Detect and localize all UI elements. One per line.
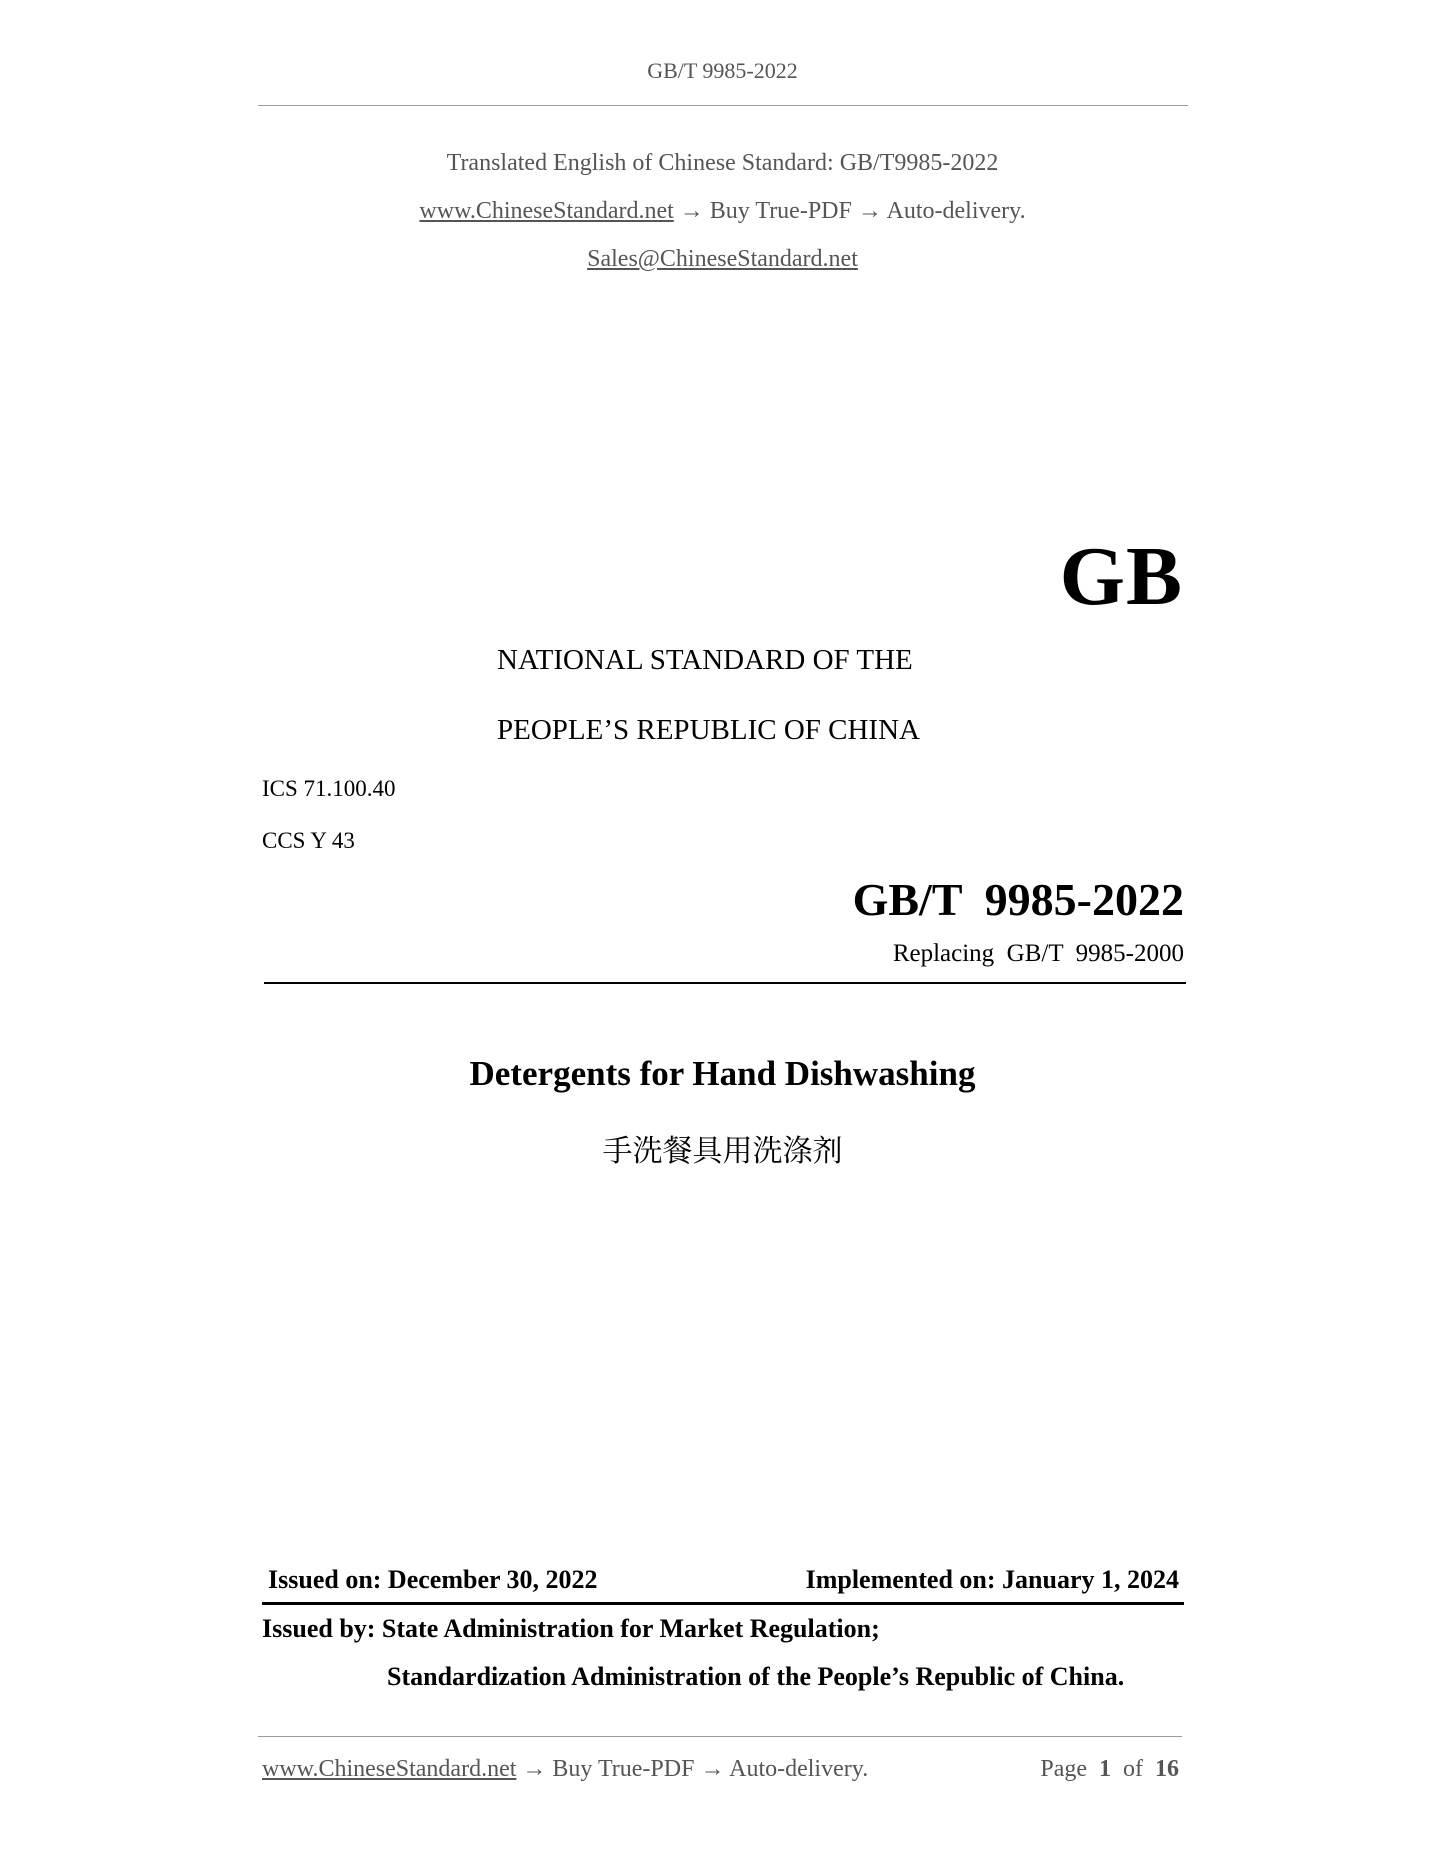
footer-buy-line (262, 1756, 868, 1783)
issued-on-date: Issued on: December 30, 2022 (268, 1565, 598, 1594)
issued-by-line2: Standardization Administration of the People’s Republic of China. (387, 1662, 1125, 1691)
promo-title: Translated English of Chinese Standard: GB/T9985-2022 (446, 150, 999, 176)
gb-mark: GB (1059, 530, 1183, 623)
email-link[interactable]: Sales@ChineseStandard.net (587, 246, 858, 272)
page-of: of (1123, 1756, 1143, 1782)
page-label: Page (1040, 1756, 1087, 1782)
ics-code: ICS 71.100.40 (262, 776, 396, 801)
national-standard-line1: NATIONAL STANDARD OF THE (497, 644, 913, 676)
issued-by-line1: Issued by: State Administration for Market Regulation; (262, 1614, 880, 1643)
implemented-on-date: Implemented on: January 1, 2024 (805, 1565, 1179, 1594)
footer-buy-text: → Buy True-PDF → Auto-delivery. (516, 1756, 869, 1782)
replacing-standard: Replacing GB/T 9985-2000 (892, 940, 1184, 967)
document-title-chinese: 手洗餐具用洗涤剂 (602, 1134, 843, 1169)
site-link[interactable]: www.ChineseStandard.net (419, 198, 674, 224)
buy-text: → Buy True-PDF → Auto-delivery. (673, 198, 1026, 224)
ccs-code: CCS Y 43 (262, 828, 355, 853)
national-standard-line2: PEOPLE’S REPUBLIC OF CHINA (497, 714, 920, 746)
promo-buy-line (0, 198, 1445, 225)
page-indicator (1040, 1756, 1179, 1783)
footer-site-link[interactable]: www.ChineseStandard.net (262, 1756, 517, 1782)
header-divider (258, 105, 1188, 106)
title-divider (264, 982, 1186, 984)
running-header: GB/T 9985-2022 (647, 58, 798, 83)
document-title-english: Detergents for Hand Dishwashing (469, 1054, 976, 1093)
page-current: 1 (1099, 1756, 1111, 1782)
dates-divider (262, 1602, 1184, 1605)
promo-email-line (0, 246, 1445, 273)
footer-divider (258, 1736, 1182, 1737)
standard-number: GB/T 9985-2022 (852, 874, 1184, 925)
page-total: 16 (1155, 1756, 1179, 1782)
